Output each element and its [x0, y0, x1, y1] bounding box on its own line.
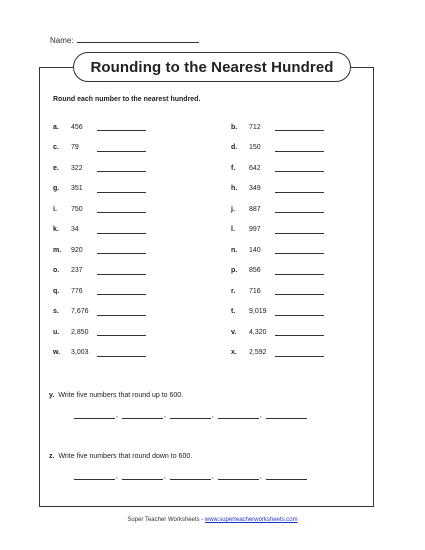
answer-blank[interactable]	[97, 287, 146, 295]
answer-blank[interactable]	[97, 267, 146, 275]
problem-letter: x.	[231, 349, 237, 356]
problem-letter: a.	[53, 123, 59, 131]
answer-blank[interactable]	[275, 308, 324, 316]
worksheet-title: Rounding to the Nearest Hundred	[73, 52, 351, 82]
problem-number: 776	[71, 287, 83, 295]
answer-blank[interactable]	[74, 411, 115, 419]
answer-blank[interactable]	[275, 267, 324, 275]
problem-letter: p.	[231, 267, 238, 274]
answer-blank[interactable]	[97, 164, 146, 172]
question-y-answers: , , , ,	[74, 411, 307, 419]
problem-letter: q.	[53, 287, 60, 295]
problem-number: 9,019	[249, 308, 267, 315]
problem-number: 349	[249, 185, 261, 192]
name-row	[50, 34, 199, 45]
problem-letter: v.	[231, 328, 237, 336]
problem-number: 3,003	[71, 349, 89, 356]
problem-number: 642	[249, 164, 261, 172]
answer-blank[interactable]	[275, 328, 324, 336]
problem-item	[231, 141, 324, 155]
problem-letter: g.	[53, 185, 60, 192]
problem-number: 7,676	[71, 308, 89, 315]
problem-item	[231, 202, 324, 216]
problem-letter: f.	[231, 164, 236, 172]
question-y-text: Write five numbers that round up to 600.	[58, 392, 184, 399]
problem-item	[231, 264, 324, 278]
problem-letter: h.	[231, 185, 238, 192]
problem-item	[53, 182, 146, 196]
answer-blank[interactable]	[97, 328, 146, 336]
footer-text: Super Teacher Worksheets -	[127, 517, 205, 523]
problem-letter: t.	[231, 308, 236, 315]
question-z-answers: , , , ,	[74, 472, 307, 480]
problem-item	[53, 325, 146, 339]
answer-blank[interactable]	[97, 205, 146, 213]
answer-blank[interactable]	[275, 349, 324, 357]
problem-letter: n.	[231, 246, 238, 254]
footer-link[interactable]: www.superteacherworksheets.com	[204, 517, 298, 523]
answer-blank[interactable]	[266, 411, 307, 419]
problem-number: 456	[71, 123, 83, 131]
problem-number: 34	[71, 226, 79, 233]
problem-number: 322	[71, 164, 83, 172]
name-field[interactable]	[77, 34, 199, 43]
answer-blank[interactable]	[275, 287, 324, 295]
answer-blank[interactable]	[97, 144, 146, 152]
problem-item	[53, 264, 146, 278]
instructions: Round each number to the nearest hundred.	[53, 96, 201, 103]
answer-blank[interactable]	[97, 185, 146, 193]
problem-letter: l.	[231, 226, 235, 233]
answer-blank[interactable]	[218, 411, 259, 419]
problem-number: 920	[71, 246, 83, 254]
answer-blank[interactable]	[275, 246, 324, 254]
problem-letter: b.	[231, 123, 238, 131]
answer-blank[interactable]	[122, 411, 163, 419]
problem-item	[231, 120, 324, 134]
problem-item	[231, 284, 324, 298]
problem-number: 4,320	[249, 328, 267, 336]
problem-item	[231, 325, 324, 339]
answer-blank[interactable]	[74, 472, 115, 480]
answer-blank[interactable]	[97, 349, 146, 357]
problem-number: 150	[249, 144, 261, 151]
problem-item	[53, 141, 146, 155]
problem-number: 750	[71, 205, 83, 213]
problem-letter: s.	[53, 308, 59, 315]
answer-blank[interactable]	[97, 226, 146, 234]
problem-number: 997	[249, 226, 261, 233]
problem-letter: r.	[231, 287, 236, 295]
problem-item	[53, 223, 146, 237]
footer	[0, 517, 425, 523]
problem-item	[53, 161, 146, 175]
problem-letter: i.	[53, 205, 57, 213]
answer-blank[interactable]	[275, 205, 324, 213]
problem-item	[231, 182, 324, 196]
problem-item	[53, 346, 146, 360]
problem-item	[231, 161, 324, 175]
problem-number: 237	[71, 267, 83, 274]
question-y	[49, 392, 183, 399]
answer-blank[interactable]	[218, 472, 259, 480]
problem-letter: d.	[231, 144, 238, 151]
problem-item	[231, 305, 324, 319]
name-label: Name:	[50, 36, 74, 45]
problem-letter: j.	[231, 205, 235, 213]
answer-blank[interactable]	[170, 411, 211, 419]
problem-number: 712	[249, 123, 261, 131]
answer-blank[interactable]	[97, 246, 146, 254]
problem-letter: k.	[53, 226, 59, 233]
answer-blank[interactable]	[275, 164, 324, 172]
problem-item	[231, 243, 324, 257]
problem-number: 2,850	[71, 328, 89, 336]
answer-blank[interactable]	[97, 123, 146, 131]
problem-item	[53, 305, 146, 319]
answer-blank[interactable]	[275, 185, 324, 193]
question-z-letter: z.	[49, 453, 55, 460]
problem-number: 887	[249, 205, 261, 213]
problem-number: 79	[71, 144, 79, 151]
problem-item	[53, 120, 146, 134]
problem-item	[53, 202, 146, 216]
problem-letter: e.	[53, 164, 59, 172]
answer-blank[interactable]	[170, 472, 211, 480]
problem-number: 351	[71, 185, 83, 192]
problem-number: 2,592	[249, 349, 267, 356]
answer-blank[interactable]	[275, 144, 324, 152]
answer-blank[interactable]	[275, 226, 324, 234]
problem-item	[231, 346, 324, 360]
problem-letter: m.	[53, 246, 62, 254]
problem-item	[53, 284, 146, 298]
problem-letter: o.	[53, 267, 60, 274]
problem-letter: w.	[53, 349, 61, 356]
problem-item	[53, 243, 146, 257]
answer-blank[interactable]	[97, 308, 146, 316]
answer-blank[interactable]	[275, 123, 324, 131]
answer-blank[interactable]	[266, 472, 307, 480]
problem-number: 716	[249, 287, 261, 295]
problem-number: 856	[249, 267, 261, 274]
problem-number: 140	[249, 246, 261, 254]
problem-letter: u.	[53, 328, 60, 336]
question-y-letter: y.	[49, 392, 55, 399]
question-z-text: Write five numbers that round down to 600.	[58, 453, 193, 460]
problem-letter: c.	[53, 144, 59, 151]
problem-item	[231, 223, 324, 237]
answer-blank[interactable]	[122, 472, 163, 480]
question-z	[49, 453, 192, 460]
